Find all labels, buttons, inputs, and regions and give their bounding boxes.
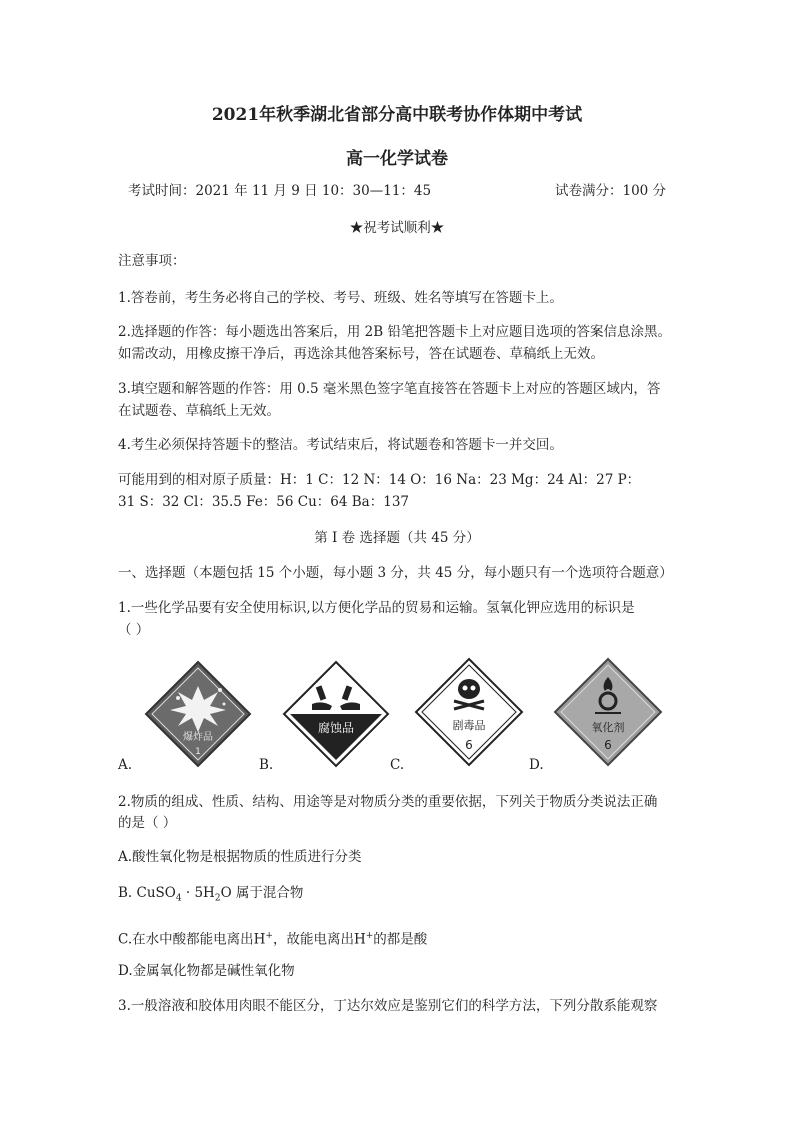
note-3-line1: 3.填空题和解答题的作答：用 0.5 毫米黑色签字笔直接答在答题卡上对应的答题区域内，答	[118, 381, 661, 397]
q2-option-c: C.在水中酸都能电离出H+，故能电离出H+的都是酸	[118, 931, 428, 948]
section-title: 第 I 卷 选择题（共 45 分）	[314, 530, 480, 546]
exam-time: 考试时间：2021 年 11 月 9 日 10：30—11：45	[128, 183, 432, 199]
note-3-line2: 在试题卷、草稿纸上无效。	[118, 403, 280, 419]
sign-c-num: 6	[465, 738, 473, 752]
note-2-line2: 如需改动，用橡皮擦干净后，再选涂其他答案标号，答在试题卷、草稿纸上无效。	[118, 346, 604, 362]
oxidizer-sign-icon	[553, 657, 663, 767]
part-one-heading: 一、选择题（本题包括 15 个小题，每小题 3 分，共 45 分，每小题只有一个选项符合题意）	[118, 565, 673, 581]
q1-option-b-label: B.	[259, 757, 274, 773]
note-4: 4.考生必须保持答题卡的整洁。考试结束后，将试题卷和答题卡一并交回。	[118, 437, 563, 453]
q2-stem-line2: 的是（ ）	[118, 815, 177, 831]
q2-option-d: D.金属氧化物都是碱性氧化物	[118, 963, 295, 979]
sign-b-text: 腐蚀品	[317, 721, 355, 735]
q1-stem-line2: （ ）	[118, 622, 150, 638]
note-1: 1.答卷前，考生务必将自己的学校、考号、班级、姓名等填写在答题卡上。	[118, 290, 563, 306]
sign-c-text: 剧毒品	[452, 719, 486, 732]
corrosive-sign-icon	[282, 660, 390, 768]
full-score: 试卷满分：100 分	[555, 183, 667, 199]
sign-d-text: 氧化剂	[591, 721, 625, 734]
sign-a-text: 爆炸品	[183, 732, 213, 743]
q2-stem-line1: 2.物质的组成、性质、结构、用途等是对物质分类的重要依据，下列关于物质分类说法正确	[118, 794, 658, 810]
note-2-line1: 2.选择题的作答：每小题选出答案后，用 2B 铅笔把答题卡上对应题目选项的答案信息涂黑。	[118, 324, 671, 340]
exam-wish: ★祝考试顺利★	[349, 220, 445, 236]
explosive-sign-icon	[144, 660, 252, 768]
exam-title: 2021年秋季湖北省部分高中联考协作体期中考试	[211, 105, 583, 125]
q1-option-d-label: D.	[529, 757, 544, 773]
exam-subtitle: 高一化学试卷	[346, 149, 448, 169]
notes-heading: 注意事项：	[118, 253, 186, 269]
q1-option-a-label: A.	[118, 757, 133, 773]
sign-a-num: 1	[195, 747, 201, 757]
toxic-sign-icon	[414, 657, 524, 767]
sign-d-num: 6	[604, 738, 612, 752]
q1-option-c-label: C.	[390, 757, 405, 773]
q1-stem-line1: 1.一些化学品要有安全使用标识,以方便化学品的贸易和运输。氢氧化钾应选用的标识是	[118, 600, 635, 616]
atomic-mass-line2: 31 S：32 Cl：35.5 Fe：56 Cu：64 Ba：137	[118, 494, 410, 510]
q2-option-b: B. CuSO$_4$ · $5H_2O$ 属于混合物	[118, 885, 304, 904]
q3-stem-line1: 3.一般溶液和胶体用肉眼不能区分，丁达尔效应是鉴别它们的科学方法，下列分散系能观察	[118, 998, 658, 1014]
atomic-mass-line1: 可能用到的相对原子质量：H：1 C：12 N：14 O：16 Na：23 Mg：24 Al：27 P：	[118, 472, 641, 488]
q2-option-a: A.酸性氧化物是根据物质的性质进行分类	[118, 849, 362, 865]
